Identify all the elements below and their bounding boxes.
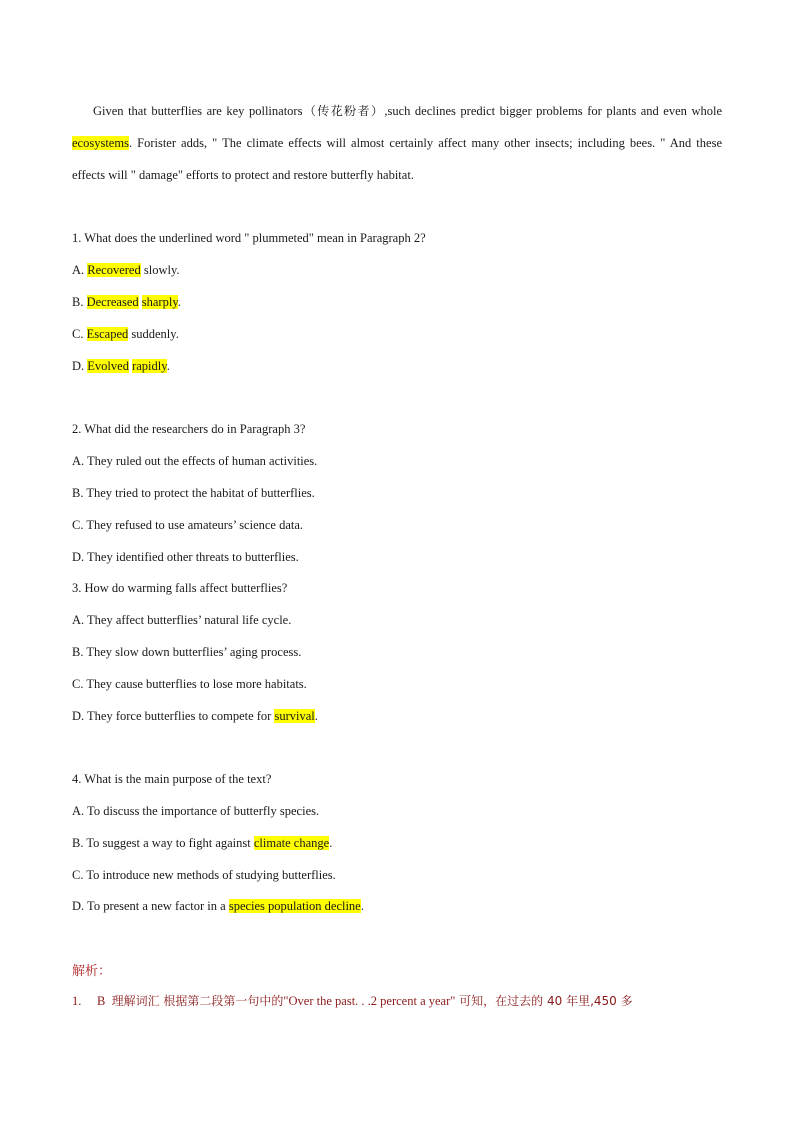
analysis-text: 可知，在过去的 40 年里,450 多 — [455, 994, 633, 1008]
analysis-number: 1. — [72, 994, 82, 1008]
passage-paragraph — [72, 95, 722, 191]
q2-option-c: C. They refused to use amateurs’ science data. — [72, 518, 304, 532]
highlighted-word: species population decline — [228, 899, 361, 913]
analysis-line-1 — [72, 992, 633, 1009]
highlighted-word: sharply — [141, 295, 178, 309]
q4-option-a: A. To discuss the importance of butterfly species. — [72, 804, 320, 818]
q1-option-b: B. Decreased sharply. — [72, 295, 181, 309]
highlighted-word: Decreased — [86, 295, 139, 309]
highlighted-word: Escaped — [86, 327, 129, 341]
question-4-stem: 4. What is the main purpose of the text? — [72, 772, 272, 786]
question-1-stem: 1. What does the underlined word " plummeted" mean in Paragraph 2? — [72, 231, 426, 245]
highlighted-word: survival — [274, 709, 315, 723]
q3-option-b: B. They slow down butterflies’ aging process. — [72, 645, 302, 659]
highlighted-word: ecosystems — [72, 136, 129, 150]
q1-option-d: D. Evolved rapidly. — [72, 359, 170, 373]
q2-option-a: A. They ruled out the effects of human activities. — [72, 454, 318, 468]
highlighted-word: Evolved — [87, 359, 129, 373]
q1-option-c: C. Escaped suddenly. — [72, 327, 179, 341]
passage-text: . Forister adds, " The climate effects will almost certainly affect many other insects; including bees. " And these effects will " damage" efforts to protect and restore butterfly habitat. — [72, 136, 722, 182]
q3-option-a: A. They affect butterflies’ natural life cycle. — [72, 613, 292, 627]
passage-text: ,such declines predict bigger problems for plants and even whole — [384, 104, 722, 118]
analysis-answer: B — [97, 994, 106, 1008]
highlighted-word: Recovered — [87, 263, 141, 277]
passage-text: Given that butterflies are key pollinators — [93, 104, 303, 118]
q2-option-d: D. They identified other threats to butterflies. — [72, 550, 299, 564]
analysis-text: 理解词汇 根据第二段第一句中的 — [111, 994, 284, 1008]
question-2-stem: 2. What did the researchers do in Paragraph 3? — [72, 422, 306, 436]
q1-option-a: A. Recovered slowly. — [72, 263, 180, 277]
q2-option-b: B. They tried to protect the habitat of butterflies. — [72, 486, 315, 500]
q4-option-d: D. To present a new factor in a species population decline. — [72, 899, 364, 913]
highlighted-word: climate change — [253, 836, 330, 850]
q4-option-c: C. To introduce new methods of studying butterflies. — [72, 868, 336, 882]
q3-option-d: D. They force butterflies to compete for survival. — [72, 709, 318, 723]
analysis-heading: 解析： — [72, 964, 112, 979]
q3-option-c: C. They cause butterflies to lose more habitats. — [72, 677, 307, 691]
highlighted-word: rapidly — [132, 359, 167, 373]
question-3-stem: 3. How do warming falls affect butterflies? — [72, 581, 288, 595]
q4-option-b: B. To suggest a way to fight against climate change. — [72, 836, 333, 850]
analysis-quote: "Over the past. . .2 percent a year" — [283, 994, 456, 1008]
passage-gloss: （传花粉者） — [302, 104, 385, 118]
